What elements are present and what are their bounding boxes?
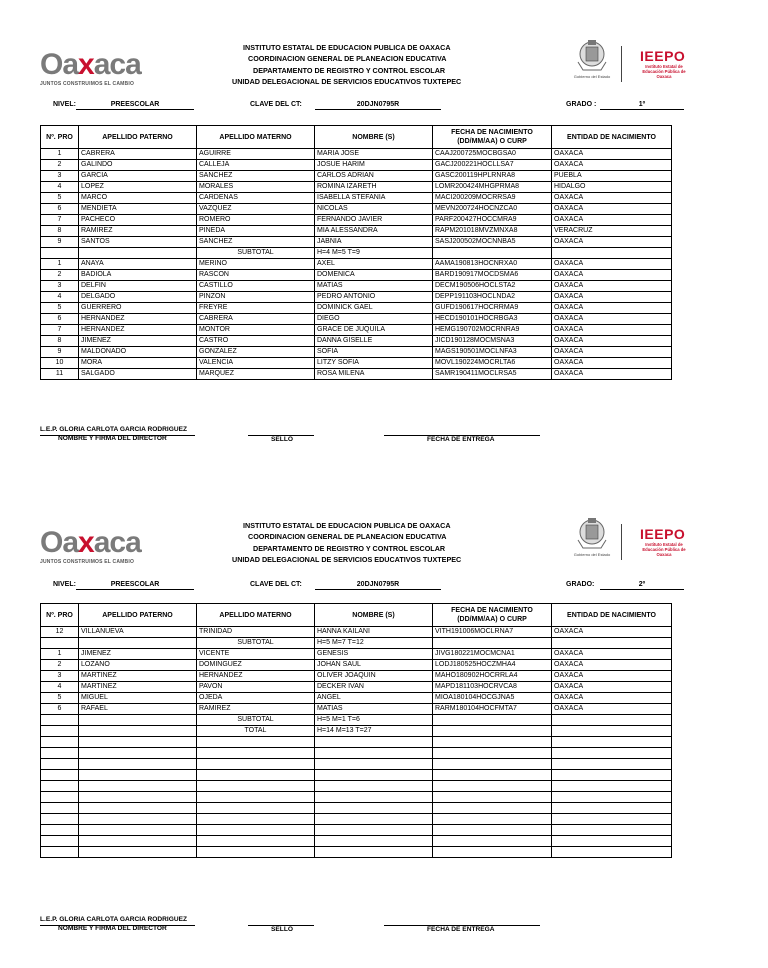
cell-entidad: OAXACA: [552, 325, 672, 336]
cell-curp: AAMA190813HOCNRXA0: [433, 259, 552, 270]
cell-curp: GACJ200221HOCLLSA7: [433, 160, 552, 171]
cell-nombre: OLIVER JOAQUIN: [315, 671, 433, 682]
cell-entidad: OAXACA: [552, 704, 672, 715]
cell-entidad: OAXACA: [552, 649, 672, 660]
cell-no: 1: [41, 149, 79, 160]
cell-materno: MERINO: [197, 259, 315, 270]
cell-nombre: GENESIS: [315, 649, 433, 660]
cell-paterno: MIGUEL: [79, 693, 197, 704]
clave-label: CLAVE DEL CT:: [250, 581, 302, 588]
cell-paterno: MARTINEZ: [79, 682, 197, 693]
table-row: [41, 226, 672, 237]
cell-paterno: JIMENEZ: [79, 649, 197, 660]
col-curp: FECHA DE NACIMIENTO (DD/MM/AA) O CURP: [433, 604, 552, 627]
cell-materno: DOMINGUEZ: [197, 660, 315, 671]
table-row: [41, 314, 672, 325]
cell-entidad: OAXACA: [552, 204, 672, 215]
cell-no: 9: [41, 237, 79, 248]
subtotal-row: [41, 715, 672, 726]
cell-nombre: DECKER IVAN: [315, 682, 433, 693]
cell-materno: SANCHEZ: [197, 237, 315, 248]
cell-paterno: MORA: [79, 358, 197, 369]
cell-entidad: OAXACA: [552, 358, 672, 369]
cell-paterno: LOPEZ: [79, 182, 197, 193]
cell-paterno: LOZANO: [79, 660, 197, 671]
cell-paterno: MALDONADO: [79, 347, 197, 358]
nivel-label: NIVEL:: [53, 101, 76, 108]
cell-entidad: OAXACA: [552, 336, 672, 347]
seal-icon: [575, 516, 609, 552]
cell-materno: HERNANDEZ: [197, 671, 315, 682]
cell-paterno: DELFIN: [79, 281, 197, 292]
cell-no: 5: [41, 303, 79, 314]
cell-no: 5: [41, 693, 79, 704]
cell-no: 3: [41, 671, 79, 682]
cell-materno: CARDENAS: [197, 193, 315, 204]
ieepo-logo: IEEPO Instituto Estatal de Educación Pública de Oaxaca: [640, 48, 686, 79]
cell-materno: CASTILLO: [197, 281, 315, 292]
director-caption: NOMBRE Y FIRMA DEL DIRECTOR: [58, 435, 167, 442]
table-row: [41, 270, 672, 281]
cell-nombre: SOFIA: [315, 347, 433, 358]
cell-paterno: PACHECO: [79, 215, 197, 226]
cell-no: 4: [41, 182, 79, 193]
table-row: [41, 693, 672, 704]
table-row: [41, 671, 672, 682]
cell-no: 6: [41, 204, 79, 215]
subtotal-row: [41, 248, 672, 259]
col-paterno: APELLIDO PATERNO: [79, 604, 197, 627]
divider: [621, 46, 622, 82]
cell-nombre: ISABELLA STEFANIA: [315, 193, 433, 204]
nivel-value: PREESCOLAR: [76, 101, 194, 110]
cell-curp: MAPD181103HOCRVCA8: [433, 682, 552, 693]
table-row: [41, 682, 672, 693]
cell-nombre: DOMENICA: [315, 270, 433, 281]
table-row: [41, 204, 672, 215]
col-curp: FECHA DE NACIMIENTO (DD/MM/AA) O CURP: [433, 126, 552, 149]
cell-entidad: OAXACA: [552, 281, 672, 292]
cell-no: 1: [41, 649, 79, 660]
table-row: [41, 649, 672, 660]
cell-nombre: AXEL: [315, 259, 433, 270]
cell-paterno: CABRERA: [79, 149, 197, 160]
clave-value: 20DJN0795R: [315, 101, 441, 110]
director-name: L.E.P. GLORIA CARLOTA GARCIA RODRIGUEZ: [40, 426, 188, 433]
cell-no: 6: [41, 314, 79, 325]
cell-no: 2: [41, 270, 79, 281]
col-no: Nº. PRO: [41, 604, 79, 627]
cell-paterno: GALINDO: [79, 160, 197, 171]
cell-paterno: SANTOS: [79, 237, 197, 248]
cell-no: 9: [41, 347, 79, 358]
cell-entidad: OAXACA: [552, 270, 672, 281]
cell-nombre: JOHAN SAUL: [315, 660, 433, 671]
cell-no: 7: [41, 215, 79, 226]
cell-nombre: PEDRO ANTONIO: [315, 292, 433, 303]
cell-entidad: OAXACA: [552, 314, 672, 325]
table-row: [41, 160, 672, 171]
cell-no: 3: [41, 281, 79, 292]
director-caption: NOMBRE Y FIRMA DEL DIRECTOR: [58, 925, 167, 932]
empty-row: [41, 803, 672, 814]
cell-no: 1: [41, 259, 79, 270]
cell-materno: MONTOR: [197, 325, 315, 336]
cell-materno: OJEDA: [197, 693, 315, 704]
cell-paterno: RAMIREZ: [79, 226, 197, 237]
cell-materno: PAVON: [197, 682, 315, 693]
subtotal-row-label: SUBTOTAL: [197, 638, 315, 649]
col-materno: APELLIDO MATERNO: [197, 126, 315, 149]
table-row: [41, 215, 672, 226]
cell-nombre: CARLOS ADRIAN: [315, 171, 433, 182]
cell-paterno: RAFAEL: [79, 704, 197, 715]
cell-nombre: HANNA KAILANI: [315, 627, 433, 638]
cell-paterno: ANAYA: [79, 259, 197, 270]
cell-entidad: OAXACA: [552, 259, 672, 270]
cell-materno: PINEDA: [197, 226, 315, 237]
cell-entidad: OAXACA: [552, 660, 672, 671]
cell-paterno: HERNANDEZ: [79, 325, 197, 336]
state-seal: Gobierno del Estado: [572, 516, 612, 557]
cell-curp: GASC200119HPLRNRA8: [433, 171, 552, 182]
cell-curp: JICD190128MOCMSNA3: [433, 336, 552, 347]
cell-curp: LOMR200424MHGPRMA8: [433, 182, 552, 193]
table-row: [41, 171, 672, 182]
cell-nombre: ROMINA IZARETH: [315, 182, 433, 193]
cell-curp: SAMR190411MOCLRSA5: [433, 369, 552, 380]
table-row: [41, 281, 672, 292]
cell-curp: VITH191006MOCLRNA7: [433, 627, 552, 638]
subtotal-row: [41, 638, 672, 649]
cell-entidad: OAXACA: [552, 369, 672, 380]
cell-no: 3: [41, 171, 79, 182]
grado-value: 2º: [600, 581, 684, 590]
cell-materno: AGUIRRE: [197, 149, 315, 160]
cell-no: 8: [41, 336, 79, 347]
subtotal-row-value: H=5 M=7 T=12: [315, 638, 433, 649]
empty-row: [41, 814, 672, 825]
cell-materno: GONZALEZ: [197, 347, 315, 358]
cell-curp: DECM190506HOCLSTA2: [433, 281, 552, 292]
cell-nombre: MIA ALESSANDRA: [315, 226, 433, 237]
cell-curp: PARF200427HOCCMRA9: [433, 215, 552, 226]
cell-paterno: GUERRERO: [79, 303, 197, 314]
cell-nombre: MATIAS: [315, 704, 433, 715]
grado-label: GRADO :: [566, 101, 597, 108]
empty-row: [41, 748, 672, 759]
col-no: Nº. PRO: [41, 126, 79, 149]
cell-entidad: OAXACA: [552, 627, 672, 638]
cell-materno: TRINIDAD: [197, 627, 315, 638]
empty-row: [41, 825, 672, 836]
cell-materno: ROMERO: [197, 215, 315, 226]
cell-curp: RAPM201018MVZMNXA8: [433, 226, 552, 237]
cell-no: 5: [41, 193, 79, 204]
cell-curp: MOVL190224MOCRLTA6: [433, 358, 552, 369]
table-row: [41, 325, 672, 336]
cell-curp: MAGS190501MOCLNFA3: [433, 347, 552, 358]
cell-nombre: JABNIA: [315, 237, 433, 248]
cell-curp: GUFD190617HOCRRMA9: [433, 303, 552, 314]
cell-nombre: ROSA MILENA: [315, 369, 433, 380]
nivel-value: PREESCOLAR: [76, 581, 194, 590]
cell-materno: RASCON: [197, 270, 315, 281]
cell-entidad: OAXACA: [552, 237, 672, 248]
cell-entidad: HIDALGO: [552, 182, 672, 193]
oaxaca-logo: Oaxaca JUNTOS CONSTRUIMOS EL CAMBIO: [40, 526, 141, 565]
cell-paterno: GARCIA: [79, 171, 197, 182]
subtotal-row-value: H=5 M=1 T=6: [315, 715, 433, 726]
col-entidad: ENTIDAD DE NACIMIENTO: [552, 126, 672, 149]
cell-curp: HEMG190702MOCRNRA9: [433, 325, 552, 336]
nivel-label: NIVEL:: [53, 581, 76, 588]
cell-no: 4: [41, 682, 79, 693]
empty-row: [41, 737, 672, 748]
empty-row: [41, 792, 672, 803]
cell-curp: MIOA180104HOCGJNA5: [433, 693, 552, 704]
cell-paterno: BADIOLA: [79, 270, 197, 281]
empty-row: [41, 759, 672, 770]
cell-materno: CALLEJA: [197, 160, 315, 171]
cell-entidad: OAXACA: [552, 215, 672, 226]
table-row: [41, 369, 672, 380]
sello-label: SELLO: [271, 926, 293, 933]
table-row: [41, 237, 672, 248]
cell-paterno: MENDIETA: [79, 204, 197, 215]
cell-paterno: SALGADO: [79, 369, 197, 380]
cell-no: 10: [41, 358, 79, 369]
table-row: [41, 627, 672, 638]
cell-curp: MACI200209MOCRRSA9: [433, 193, 552, 204]
cell-paterno: MARCO: [79, 193, 197, 204]
ieepo-logo: IEEPO Instituto Estatal de Educación Pública de Oaxaca: [640, 526, 686, 557]
cell-nombre: LITZY SOFIA: [315, 358, 433, 369]
cell-nombre: MATIAS: [315, 281, 433, 292]
cell-materno: VICENTE: [197, 649, 315, 660]
cell-entidad: OAXACA: [552, 671, 672, 682]
cell-curp: JIVG180221MOCMCNA1: [433, 649, 552, 660]
cell-nombre: NICOLAS: [315, 204, 433, 215]
cell-curp: MAHO180902HOCRRLA4: [433, 671, 552, 682]
col-materno: APELLIDO MATERNO: [197, 604, 315, 627]
cell-no: 12: [41, 627, 79, 638]
sello-label: SELLO: [271, 436, 293, 443]
subtotal-row-label: SUBTOTAL: [197, 248, 315, 259]
table-row: [41, 336, 672, 347]
cell-curp: DEPP191103HOCLNDA2: [433, 292, 552, 303]
students-table-1: [40, 125, 672, 380]
empty-row: [41, 770, 672, 781]
cell-entidad: OAXACA: [552, 149, 672, 160]
cell-materno: CASTRO: [197, 336, 315, 347]
grado-value: 1º: [600, 101, 684, 110]
cell-paterno: MARTINEZ: [79, 671, 197, 682]
table-row: [41, 660, 672, 671]
total-row: [41, 726, 672, 737]
fecha-label: FECHA DE ENTREGA: [427, 436, 495, 443]
cell-entidad: OAXACA: [552, 303, 672, 314]
table-row: [41, 704, 672, 715]
fecha-label: FECHA DE ENTREGA: [427, 926, 495, 933]
students-table-2: [40, 603, 672, 858]
document-header: INSTITUTO ESTATAL DE EDUCACION PUBLICA DE OAXACA COORDINACION GENERAL DE PLANEACION EDUCATIVA DEPARTAMENTO DE REGISTRO Y CONTROL ESCOLAR UNIDAD DELEGACIONAL DE SERVICIOS EDUCATIVOS TUXTEPEC: [232, 43, 462, 86]
cell-entidad: OAXACA: [552, 160, 672, 171]
cell-no: 6: [41, 704, 79, 715]
cell-curp: RARM180104HOCFMTA7: [433, 704, 552, 715]
cell-materno: VAZQUEZ: [197, 204, 315, 215]
total-row-label: TOTAL: [197, 726, 315, 737]
cell-no: 2: [41, 660, 79, 671]
empty-row: [41, 781, 672, 792]
cell-entidad: OAXACA: [552, 693, 672, 704]
cell-nombre: MARIA JOSE: [315, 149, 433, 160]
cell-curp: CAAJ200725MOCBGSA0: [433, 149, 552, 160]
seal-icon: [575, 38, 609, 74]
table-row: [41, 347, 672, 358]
cell-nombre: FERNANDO JAVIER: [315, 215, 433, 226]
cell-materno: MORALES: [197, 182, 315, 193]
cell-no: 7: [41, 325, 79, 336]
cell-materno: VALENCIA: [197, 358, 315, 369]
cell-paterno: JIMENEZ: [79, 336, 197, 347]
col-entidad: ENTIDAD DE NACIMIENTO: [552, 604, 672, 627]
cell-materno: CABRERA: [197, 314, 315, 325]
table-row: [41, 193, 672, 204]
cell-entidad: OAXACA: [552, 347, 672, 358]
table-row: [41, 259, 672, 270]
cell-paterno: HERNANDEZ: [79, 314, 197, 325]
cell-curp: HECD190101HOCRBGA3: [433, 314, 552, 325]
cell-no: 4: [41, 292, 79, 303]
table-row: [41, 182, 672, 193]
cell-no: 11: [41, 369, 79, 380]
cell-materno: PINZON: [197, 292, 315, 303]
cell-no: 8: [41, 226, 79, 237]
state-seal: Gobierno del Estado: [572, 38, 612, 79]
table-row: [41, 358, 672, 369]
subtotal-row-label: SUBTOTAL: [197, 715, 315, 726]
cell-curp: SASJ200502MOCNNBA5: [433, 237, 552, 248]
cell-nombre: JOSUE HARIM: [315, 160, 433, 171]
subtotal-row-value: H=4 M=5 T=9: [315, 248, 433, 259]
cell-entidad: OAXACA: [552, 193, 672, 204]
cell-curp: LODJ180525HOCZMHA4: [433, 660, 552, 671]
empty-row: [41, 847, 672, 858]
cell-nombre: ANGEL: [315, 693, 433, 704]
cell-no: 2: [41, 160, 79, 171]
cell-entidad: VERACRUZ: [552, 226, 672, 237]
document-header: INSTITUTO ESTATAL DE EDUCACION PUBLICA DE OAXACA COORDINACION GENERAL DE PLANEACION EDUCATIVA DEPARTAMENTO DE REGISTRO Y CONTROL ESCOLAR UNIDAD DELEGACIONAL DE SERVICIOS EDUCATIVOS TUXTEPEC: [232, 521, 462, 564]
director-name: L.E.P. GLORIA CARLOTA GARCIA RODRIGUEZ: [40, 916, 188, 923]
cell-nombre: DIEGO: [315, 314, 433, 325]
cell-nombre: DOMINICK GAEL: [315, 303, 433, 314]
col-nombre: NOMBRE (S): [315, 604, 433, 627]
cell-entidad: PUEBLA: [552, 171, 672, 182]
col-nombre: NOMBRE (S): [315, 126, 433, 149]
empty-row: [41, 836, 672, 847]
table-row: [41, 149, 672, 160]
clave-label: CLAVE DEL CT:: [250, 101, 302, 108]
table-row: [41, 303, 672, 314]
cell-nombre: DANNA GISELLE: [315, 336, 433, 347]
oaxaca-logo: Oaxaca JUNTOS CONSTRUIMOS EL CAMBIO: [40, 48, 141, 87]
grado-label: GRADO:: [566, 581, 595, 588]
clave-value: 20DJN0795R: [315, 581, 441, 590]
total-row-value: H=14 M=13 T=27: [315, 726, 433, 737]
cell-entidad: OAXACA: [552, 682, 672, 693]
cell-materno: MARQUEZ: [197, 369, 315, 380]
cell-materno: RAMIREZ: [197, 704, 315, 715]
cell-paterno: DELGADO: [79, 292, 197, 303]
cell-materno: SANCHEZ: [197, 171, 315, 182]
cell-entidad: OAXACA: [552, 292, 672, 303]
cell-paterno: VILLANUEVA: [79, 627, 197, 638]
table-row: [41, 292, 672, 303]
cell-nombre: GRACE DE JUQUILA: [315, 325, 433, 336]
divider: [621, 524, 622, 560]
cell-materno: FREYRE: [197, 303, 315, 314]
cell-curp: MEVN200724HOCNZCA0: [433, 204, 552, 215]
cell-curp: BARD190917MOCDSMA6: [433, 270, 552, 281]
col-paterno: APELLIDO PATERNO: [79, 126, 197, 149]
